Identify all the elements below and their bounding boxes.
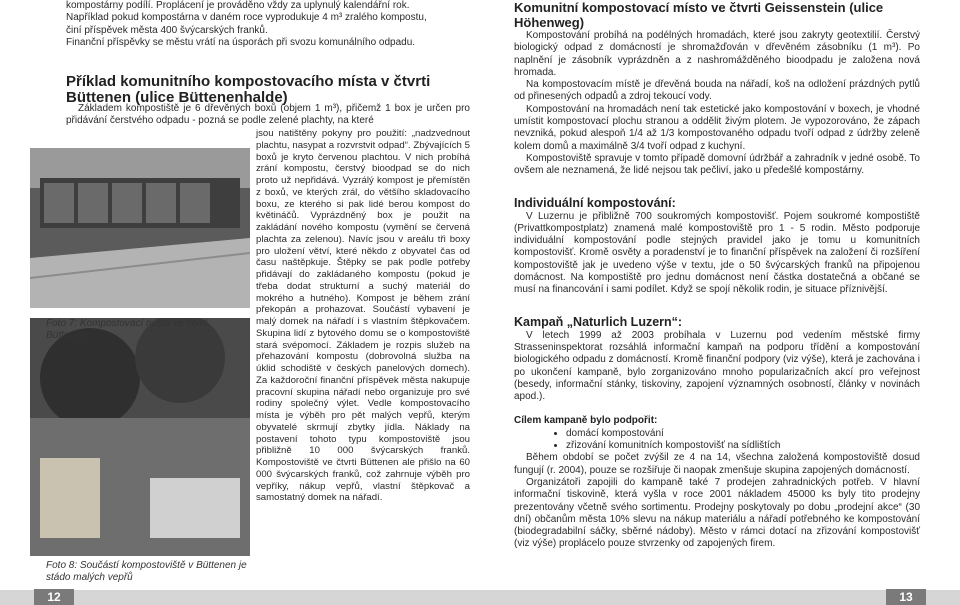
photo-compost-boxes [30,148,250,308]
right-page [480,0,960,605]
top-line-1: kompostárny podílí. Proplácení je prováděno vždy za uplynulý kalendářní rok. [66,0,410,11]
right-heading-individual: Individuální kompostování: [514,195,676,210]
right-heading-campaign: Kampaň „Naturlich Luzern“: [514,314,683,329]
right-column [514,0,920,551]
right-heading-geissenstein: Komunitní kompostovací místo ve čtvrti Geissenstein (ulice Höhenweg) [514,0,884,30]
photo-pigs [30,318,250,556]
left-heading: Příklad komunitního kompostovacího místa v čtvrti Büttenen (ulice Büttenenhalde) [66,73,431,106]
right-para-6: V letech 1999 až 2003 probíhala v Luzernu pod vedením městské firmy Strasseninspektorat rozsáhlá informační kampaň na podporu třídění a kompostování biologického odpadu z domácností. Kromě finanční podpory (viz výše), která je zachována i po ukončení kampaně, bylo zorganizováno mnoho popularizačních akcí pro veřejnost (besedy, informační stánky, tiskoviny, zapojení významných osobností, články v novinách apod.). [514,329,920,403]
left-column-text: jsou natištěny pokyny pro použití: „nadzvednout plachtu, nasypat a rozvrstvit odpad“. Zbývajících 5 boxů je kryto červenou plachtou. V nich probíhá zrání kompostu, čerstvý bioodpad se do nich proto už nepřidává. Vyzrálý kompost je přemístěn z boxů, ve kterých zrál, do většího skladovacího boxu, ze kterého si pak lidé berou kompost do květináčů. Vyprázdněný box je použit na zakládání nového kompostu (vymění se červená plachta za zelenou). Navíc jsou v areálu tři boxy pro uložení větví, které někdo z obyvatel čas od času naštěpkuje. Štěpky se pak podle potřeby přidávají do zakládaného kompostu (pokud je třeba dodat strukturní a suchý materiál do mokrého a hutného). Kompost je během zrání překopán a prohazovat. Součástí vybavení je malý domek na nářadí i s vlastním štěpkovačem. Skupina lidí z bytového domu se o kompostoviště stará svépomocí. Základem je rozpis služeb na přehazování kompostu (dobrovolná služba na úklid schodiště v českých panelových domech). Za každoroční finanční příspěvek města nakupuje pracovní skupina nářadí nebo organizuje pro své rodiny společný výlet. Vedle kompostovacího místa je výběh pro pět malých vepřů, kterým obyvatelé skrmují zbytky jídla. Náklady na postavení tohoto typu kompostoviště jsou přibližně 10 000 švýcarských franků. Kompostoviště ve čtvrti Büttenen ale přišlo na 60 000 švýcarských franků, což zahrnuje výběh pro vepříky, nákup vepřů, vlastní štěpkovač a samostatný domek na nářadí. [256,128,470,504]
right-para-7: Během období se počet zvýšil ze 4 na 14, všechna založená kompostoviště dosud fungují (r. 2004), pouze se rozšiřuje či naopak zmenšuje skupina zapojených domácností. [514,452,920,476]
right-para-5: V Luzernu je přibližně 700 soukromých kompostovišť. Pojem soukromé kompostiště (Privattkompostplatz) znamená malé kompostoviště pro 1 - 5 rodin. Město podporuje individuální kompostování podle stejných pravidel jako je tomu u komunitních kompostovišť. Kromě osvěty a poradenství je to finanční příspěvek na založení či rozšíření kompostoviště jak je uvedeno výše v textu, jde o 50 švýcarských franků na připojenou domácnost. Na kompostiště pro jednu domácnost není částka dostatečná a občané se musí na financování i sami podílet. Když se spojí několik rodin, je situace příznivější. [514,210,920,296]
page-number-right: 13 [886,589,926,605]
top-line-3: činí příspěvek města 400 švýcarských franků. [66,24,268,36]
right-para-4: Kompostoviště spravuje v tomto případě domovní údržbář a zahradník v jedné osobě. To ovšem ale neznamená, že lidé nejsou tak pečliví, jako u předešlé kompostárny. [514,152,920,177]
goals-list [514,428,920,453]
top-line-2: Například pokud kompostárna v daném roce vyprodukuje 4 m³ zralého kompostu, [66,12,427,24]
left-top-text [66,0,470,49]
right-para-2: Na kompostovacím místě je dřevěná bouda na nářadí, koš na odložení prázdných pytlů od přinesených odpadů a zdroj tekoucí vody. [514,79,920,103]
caption-photo-8: Foto 8: Součástí kompostoviště v Büttenen je stádo malých vepřů [46,560,247,583]
right-para-3: Kompostování na hromadách není tak estetické jako kompostování v boxech, je vhodné umístit kompostovací plochu stranou a oddělit živým plotem. Je vypozorováno, že zápach nevzniká, pokud alespoň 1/4 až 1/3 kompostovaného odpadu tvoří odpad z údržby zeleně kolem domů a maximálně 3/4 tvoří odpad z kuchyní. [514,103,920,152]
left-intro: Základem kompostiště je 6 dřevěných boxů (objem 1 m³), přičemž 1 box je určen pro přidávání čerstvého odpadu - pozná se podle zelené plachty, na které [66,103,470,127]
list-item: • zřizování komunitních kompostovišť na sídlištích [566,440,920,452]
top-line-4: Finanční příspěvky se městu vrátí na úsporách při svozu komunálního odpadu. [66,36,416,48]
right-para-1: Kompostování probíhá na podélných hromadách, které jsou zakryty geotextilií. Čerstvý biologický odpad z domácností je shromažďován v dřevěném zásobníku (1 m³). Po naplnění je zásobník vyprázdněn a z nashromážděného bioodpadu je založena nová hromada. [514,30,920,78]
right-heading-goals: Cílem kampaně bylo podpořit: [514,415,658,427]
caption-photo-7: Foto 7: Kompostovací místo ve čtvrti Büttenen [46,318,208,341]
right-para-8: Organizátoři zapojili do kampaně také 7 prodejen zahradnických potřeb. V hlavní informační tiskovině, která vyšla v roce 2001 nákladem 45000 ks byly tito prodejny prezentovány včetně svého sortimentu. Prodejny poskytovaly po dobu „prodejní akce“ (30 dní) občanům města 10% slevu na nákup materiálu a nářadí potřebného ke kompostování (biodegradabilní sáčky, sběrné nádoby). Město v rámci dotací na zřizování kompostovišť (viz výše) proplácelo pouze stvrzenky od zapojených firem. [514,476,920,550]
list-item: • domácí kompostování [566,428,920,440]
page-number-left: 12 [34,589,74,605]
